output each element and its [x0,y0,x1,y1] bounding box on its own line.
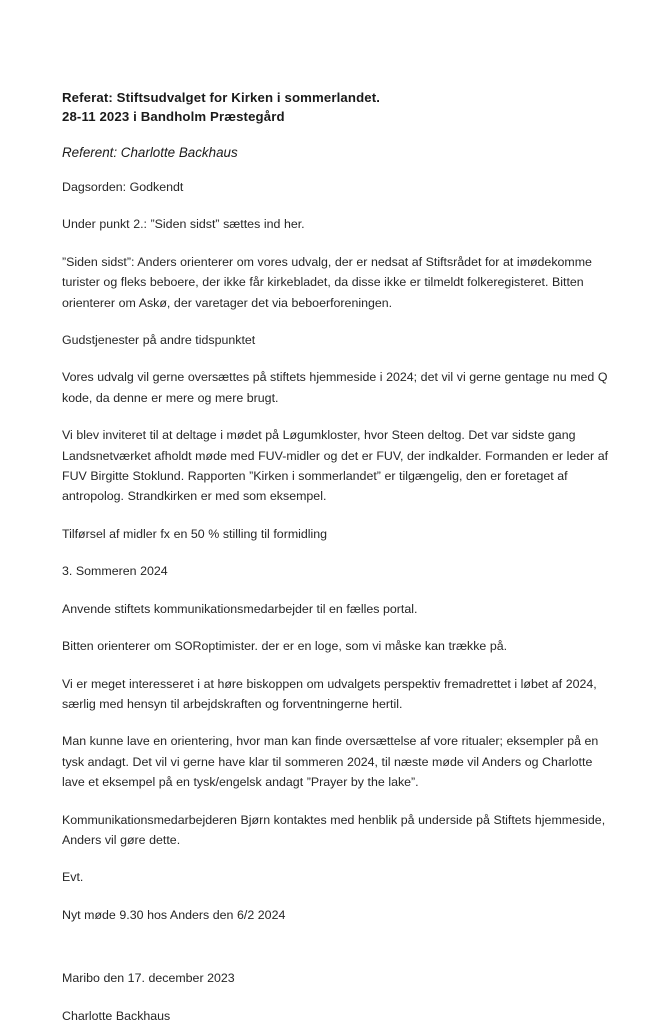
document-title-line-2: 28-11 2023 i Bandholm Præstegård [62,109,285,124]
paragraph-tilfoersel-midler: Tilførsel af midler fx en 50 % stilling til formidling [62,526,328,541]
paragraph-soroptimister: Bitten orienterer om SORoptimister. der er en loge, som vi måske kan trække på. [62,639,508,654]
paragraph-next-meeting: Nyt møde 9.30 hos Anders den 6/2 2024 [62,907,286,922]
paragraph-evt: Evt. [62,870,84,885]
paragraph-gudstjenester-heading: Gudstjenester på andre tidspunktet [62,333,256,348]
signature-name: Charlotte Backhaus [62,1008,171,1023]
paragraph-kommunikationsmedarbejder: Kommunikationsmedarbejderen Bjørn kontaktes med henblik på underside på Stiftets hjemmeside, Anders vil gøre dette. [62,812,606,847]
document-title-line-1: Referat: Stiftsudvalget for Kirken i sommerlandet. [62,90,381,105]
paragraph-oversaettelse-qkode: Vores udvalg vil gerne oversættes på stiftets hjemmeside i 2024; det vil vi gerne gentage nu med Q kode, da denne er mere og mere brugt. [62,370,608,405]
document-body [62,88,613,1026]
paragraph-agenda: Dagsorden: Godkendt [62,180,184,194]
referent-line: Referent: Charlotte Backhaus [62,145,238,160]
paragraph-siden-sidst: ”Siden sidst”: Anders orienterer om vores udvalg, der er nedsat af Stiftsrådet for at imødekomme turister og fleks beboere, der ikke får kirkebladet, da disse ikke er tilmeldt folkeregisteret. Bitten orienterer om Askø, der varetager det via beboerforeningen. [62,254,592,310]
paragraph-loegumkloster: Vi blev inviteret til at deltage i mødet på Løgumkloster, hvor Steen deltog. Det var sidste gang Landsnetværket afholdt møde med FUV-midler og det er FUV, der indkalder. Formanden er leder af FUV Birgitte Stoklund. Rapporten ”Kirken i sommerlandet” er tilgængelig, den er foretaget af antropolog. Strandkirken er med som eksempel. [62,428,609,504]
paragraph-ritual-oversaettelse: Man kunne lave en orientering, hvor man kan finde oversættelse af vore ritualer; eksempler på en tysk andagt. Det vil vi gerne have klar til sommeren 2024, til næste møde vil Anders og Charlotte lave et eksempel på en tysk/engelsk andagt ”Prayer by the lake”. [62,734,599,790]
paragraph-sommeren-2024-heading: 3. Sommeren 2024 [62,564,168,579]
paragraph-faelles-portal: Anvende stiftets kommunikationsmedarbejder til en fælles portal. [62,601,418,616]
document-title [62,88,613,126]
paragraph-biskop-perspektiv: Vi er meget interesseret i at høre biskoppen om udvalgets perspektiv fremadrettet i løbet af 2024, særlig med hensyn til arbejdskraften og forventningerne hertil. [62,676,597,711]
signature-place-date: Maribo den 17. december 2023 [62,971,235,986]
paragraph-point-two: Under punkt 2.: ”Siden sidst” sættes ind her. [62,217,305,232]
